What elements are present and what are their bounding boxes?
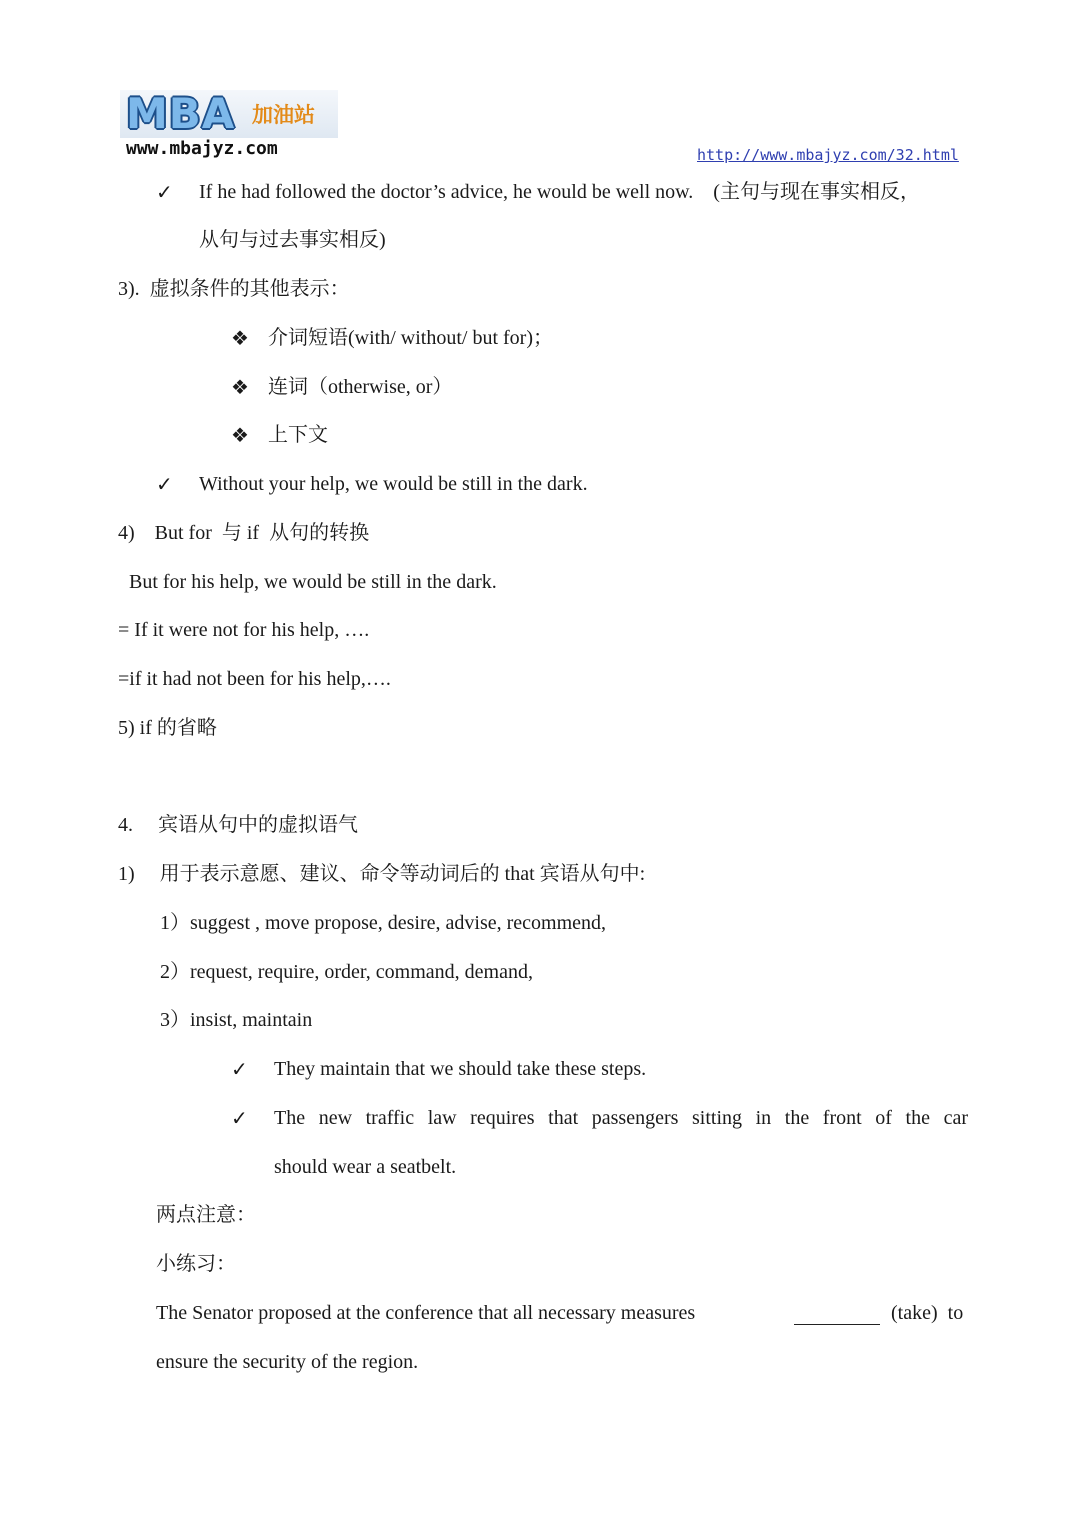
section-4-heading: 4) But for 与 if 从句的转换 bbox=[118, 522, 370, 544]
logo-url-text: www.mbajyz.com bbox=[126, 138, 278, 159]
chapter-4-point-1: 1) 用于表示意愿、建议、命令等动词后的 that 宾语从句中: bbox=[118, 863, 646, 885]
logo-mba-text: MBA bbox=[126, 89, 236, 138]
check-icon: ✓ bbox=[156, 472, 173, 496]
verb-group-2: 2）request, require, order, command, demand, bbox=[160, 961, 533, 983]
conversion-line-1: But for his help, we would be still in the dark. bbox=[129, 571, 497, 593]
diamond-bullet-icon: ❖ bbox=[231, 423, 249, 447]
example-sentence-4-cont: should wear a seatbelt. bbox=[274, 1156, 457, 1178]
logo-chinese-text: 加油站 bbox=[252, 103, 315, 127]
bullet-item-2: 连词（otherwise, or） bbox=[268, 376, 453, 398]
verb-group-1: 1）suggest , move propose, desire, advise, recommend, bbox=[160, 912, 607, 934]
check-icon: ✓ bbox=[156, 180, 173, 204]
site-logo bbox=[120, 90, 340, 162]
example-sentence-1-cont: 从句与过去事实相反) bbox=[199, 229, 386, 251]
example-sentence-1: If he had followed the doctor’s advice, he would be well now. (主句与现在事实相反， bbox=[199, 181, 920, 203]
notes-heading: 两点注意： bbox=[156, 1204, 256, 1226]
practice-sentence-cont: ensure the security of the region. bbox=[156, 1351, 419, 1373]
diamond-bullet-icon: ❖ bbox=[231, 326, 249, 350]
answer-blank bbox=[794, 1306, 880, 1325]
example-sentence-2: Without your help, we would be still in the dark. bbox=[199, 473, 588, 495]
bullet-item-3: 上下文 bbox=[268, 424, 328, 446]
verb-group-3: 3）insist, maintain bbox=[160, 1009, 313, 1031]
diamond-bullet-icon: ❖ bbox=[231, 375, 249, 399]
check-icon: ✓ bbox=[231, 1057, 248, 1081]
conversion-line-3: =if it had not been for his help,…. bbox=[118, 668, 391, 690]
section-5-heading: 5) if 的省略 bbox=[118, 717, 217, 739]
check-icon: ✓ bbox=[231, 1106, 248, 1130]
practice-heading: 小练习： bbox=[156, 1253, 236, 1275]
section-3-heading: 3). 虚拟条件的其他表示： bbox=[118, 278, 350, 300]
practice-sentence-part-2: (take) to bbox=[891, 1302, 964, 1324]
example-sentence-3: They maintain that we should take these steps. bbox=[274, 1058, 647, 1080]
header-url-link[interactable]: http://www.mbajyz.com/32.html bbox=[697, 146, 959, 164]
practice-sentence-part-1: The Senator proposed at the conference that all necessary measures bbox=[156, 1302, 696, 1324]
conversion-line-2: = If it were not for his help, …. bbox=[118, 619, 370, 641]
example-sentence-4: The new traffic law requires that passengers sitting in the front of the car bbox=[274, 1107, 968, 1129]
chapter-4-heading: 4. 宾语从句中的虚拟语气 bbox=[118, 814, 358, 836]
bullet-item-1: 介词短语(with/ without/ but for)； bbox=[268, 327, 553, 349]
